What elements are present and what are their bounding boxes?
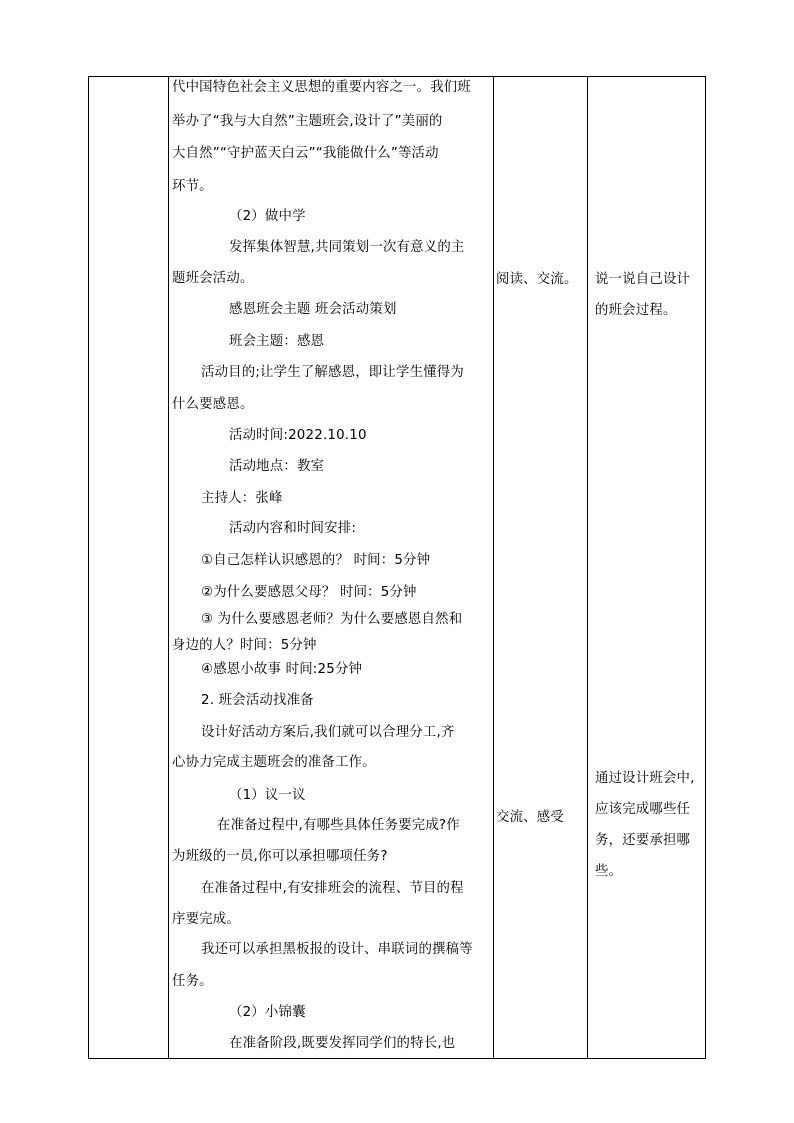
content-line: 为班级的一员,你可以承担哪项任务? (172, 849, 388, 864)
content-line: 心协力完成主题班会的准备工作。 (172, 755, 376, 770)
content-line: 活动时间:2022.10.10 (229, 428, 367, 443)
design-intent-text: 的班会过程。 (595, 303, 677, 318)
content-line: ②为什么要感恩父母？ 时间：5分钟 (201, 585, 417, 600)
content-line: ③ 为什么要感恩老师？为什么要感恩自然和 (201, 612, 463, 627)
content-line: 在准备阶段,既要发挥同学们的特长,也 (229, 1036, 456, 1051)
content-line: 大自然”“守护蓝天白云”“我能做什么”等活动 (172, 146, 439, 161)
content-line: 我还可以承担黑板报的设计、串联词的撰稿等 (201, 942, 473, 957)
content-line: 活动目的;让学生了解感恩，即让学生懂得为 (201, 365, 464, 380)
design-intent-text: 通过设计班会中, (595, 771, 695, 786)
content-line: 发挥集体智慧,共同策划一次有意义的主 (229, 240, 465, 255)
content-line: ①自己怎样认识感恩的？ 时间：5分钟 (201, 553, 431, 568)
content-line: （1）议一议 (229, 788, 306, 803)
content-line: 班会主题：感恩 (229, 334, 325, 349)
content-line: 活动地点：教室 (229, 459, 325, 474)
column-divider-1 (168, 77, 169, 1058)
design-intent-text: 应该完成哪些任 (595, 802, 691, 817)
content-line: （2）小锦囊 (229, 1005, 306, 1020)
content-line: 设计好活动方案后,我们就可以合理分工,齐 (201, 725, 455, 740)
column-divider-3 (587, 77, 588, 1058)
content-line: 题班会活动。 (172, 271, 254, 286)
content-line: 代中国特色社会主义思想的重要内容之一。我们班 (172, 80, 471, 95)
content-line: （2）做中学 (229, 209, 306, 224)
design-intent-text: 务，还要承担哪 (595, 833, 691, 848)
content-line: 环节。 (172, 179, 213, 194)
content-line: ④感恩小故事 时间:25分钟 (201, 662, 363, 677)
content-line: 在准备过程中,有哪些具体任务要完成?作 (217, 818, 460, 833)
content-line: 身边的人？时间：5分钟 (172, 638, 317, 653)
student-activity-text: 阅读、交流。 (496, 272, 578, 287)
content-line: 感恩班会主题 班会活动策划 (229, 302, 397, 317)
content-line: 2. 班会活动找准备 (201, 693, 314, 708)
content-line: 任务。 (172, 974, 213, 989)
content-line: 序要完成。 (172, 912, 240, 927)
content-line: 在准备过程中,有安排班会的流程、节目的程 (201, 881, 464, 896)
content-line: 什么要感恩。 (172, 397, 254, 412)
content-line: 主持人：张峰 (201, 491, 283, 506)
content-line: 举办了“我与大自然”主题班会,设计了”美丽的 (172, 114, 443, 129)
design-intent-text: 些。 (595, 864, 623, 879)
student-activity-text: 交流、感受 (496, 810, 564, 825)
column-divider-2 (493, 77, 494, 1058)
design-intent-text: 说一说自己设计 (595, 272, 691, 287)
content-line: 活动内容和时间安排: (229, 521, 357, 536)
